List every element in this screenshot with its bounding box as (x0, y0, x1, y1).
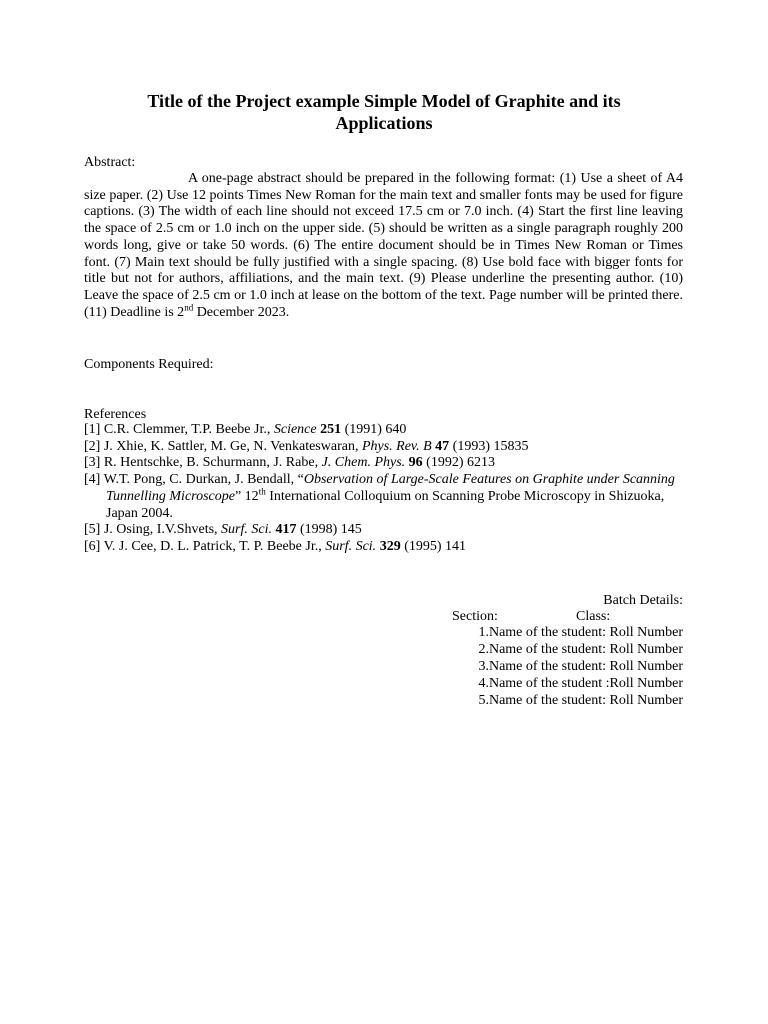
section-class-row (452, 608, 611, 625)
class-label: Class: (576, 609, 611, 624)
student-item: 2.Name of the student: Roll Number (478, 642, 683, 657)
components-label: Components Required: (84, 357, 214, 372)
reference-journal: Science (273, 422, 317, 437)
abstract-text-end: December 2023. (193, 304, 290, 320)
reference-rest: International Colloquium on Scanning Probe Microscopy in Shizuoka, Japan 2004. (106, 488, 665, 521)
reference-number: [4] (84, 472, 104, 488)
reference-rest: (1998) 145 (296, 522, 362, 538)
reference-rest: (1993) 15835 (449, 438, 529, 454)
reference-number: [2] (84, 438, 104, 454)
reference-volume: 251 (316, 422, 342, 437)
reference-journal: Phys. Rev. B (361, 438, 432, 454)
reference-authors: J. Xhie, K. Sattler, M. Ge, N. Venkateswaran, (103, 438, 362, 454)
student-item: 5.Name of the student: Roll Number (478, 693, 683, 708)
reference-journal: Surf. Sci. (325, 538, 377, 554)
title-line-2: Applications (335, 113, 433, 133)
reference-volume: 47 (431, 438, 450, 454)
reference-number: [3] (84, 455, 104, 471)
references-label: References (84, 407, 147, 422)
reference-volume: 417 (271, 522, 297, 538)
reference-rest: (1995) 141 (400, 538, 467, 554)
student-item: 4.Name of the student :Roll Number (478, 676, 683, 691)
student-item: 3.Name of the student: Roll Number (478, 659, 683, 674)
reference-item (84, 455, 684, 472)
reference-authors: J. Osing, I.V.Shvets, (103, 522, 222, 538)
reference-rest: (1992) 6213 (422, 455, 495, 471)
abstract-sup: nd (184, 301, 194, 312)
reference-journal: J. Chem. Phys. (321, 455, 406, 471)
reference-authors: R. Hentschke, B. Schurmann, J. Rabe, (103, 455, 322, 471)
student-item: 1.Name of the student: Roll Number (478, 625, 683, 640)
page-title (84, 90, 684, 134)
reference-journal: Observation of Large-Scale Features on Graphite under Scanning Tunnelling Microscope (106, 472, 675, 504)
student-list (420, 624, 683, 709)
reference-number: [5] (84, 522, 104, 538)
reference-number: [1] (84, 422, 104, 437)
reference-authors: V. J. Cee, D. L. Patrick, T. P. Beebe Jr., (103, 538, 326, 554)
section-label: Section: (452, 609, 498, 624)
reference-number: [6] (84, 538, 104, 554)
title-line-1: Title of the Project example Simple Model of Graphite and its (147, 91, 621, 111)
reference-volume: 329 (376, 538, 401, 554)
reference-item (84, 439, 684, 456)
reference-item (84, 539, 684, 556)
reference-item (84, 522, 684, 539)
abstract-label: Abstract: (84, 155, 136, 170)
batch-details-title: Batch Details: (603, 593, 683, 608)
reference-authors: C.R. Clemmer, T.P. Beebe Jr., (103, 422, 274, 437)
reference-volume: ” 12 (234, 488, 259, 504)
reference-authors: W.T. Pong, C. Durkan, J. Bendall, “ (103, 472, 304, 488)
abstract-text: A one-page abstract should be prepared in the following format: (1) Use a sheet of A4 size paper. (2) Use 12 points Times New Roman for the main text and smaller fonts may be used for figure captions. (3) The width of each line should not exceed 17.5 cm or 7.0 inch. (4) Start the first line leaving the space of 2.5 cm or 1.0 inch on the upper side. (5) should be written as a single paragraph roughly 200 words long, give or take 50 words. (6) The entire document should be in Times New Roman or Times font. (7) Main text should be fully justified with a single spacing. (8) Use bold face with bigger fonts for title but not for authors, affiliations, and the main text. (9) Please underline the presenting author. (10) Leave the space of 2.5 cm or 1.0 inch at lease on the bottom of the text. Page number will be printed there. (11) Deadline is 2 (84, 171, 683, 320)
abstract-paragraph (84, 171, 683, 321)
reference-item (84, 422, 684, 439)
references-list (84, 422, 684, 556)
reference-volume: 96 (405, 455, 423, 471)
reference-sup: th (258, 486, 266, 497)
reference-journal: Surf. Sci. (221, 522, 272, 538)
reference-rest: (1991) 640 (341, 422, 407, 437)
reference-item (84, 472, 684, 522)
